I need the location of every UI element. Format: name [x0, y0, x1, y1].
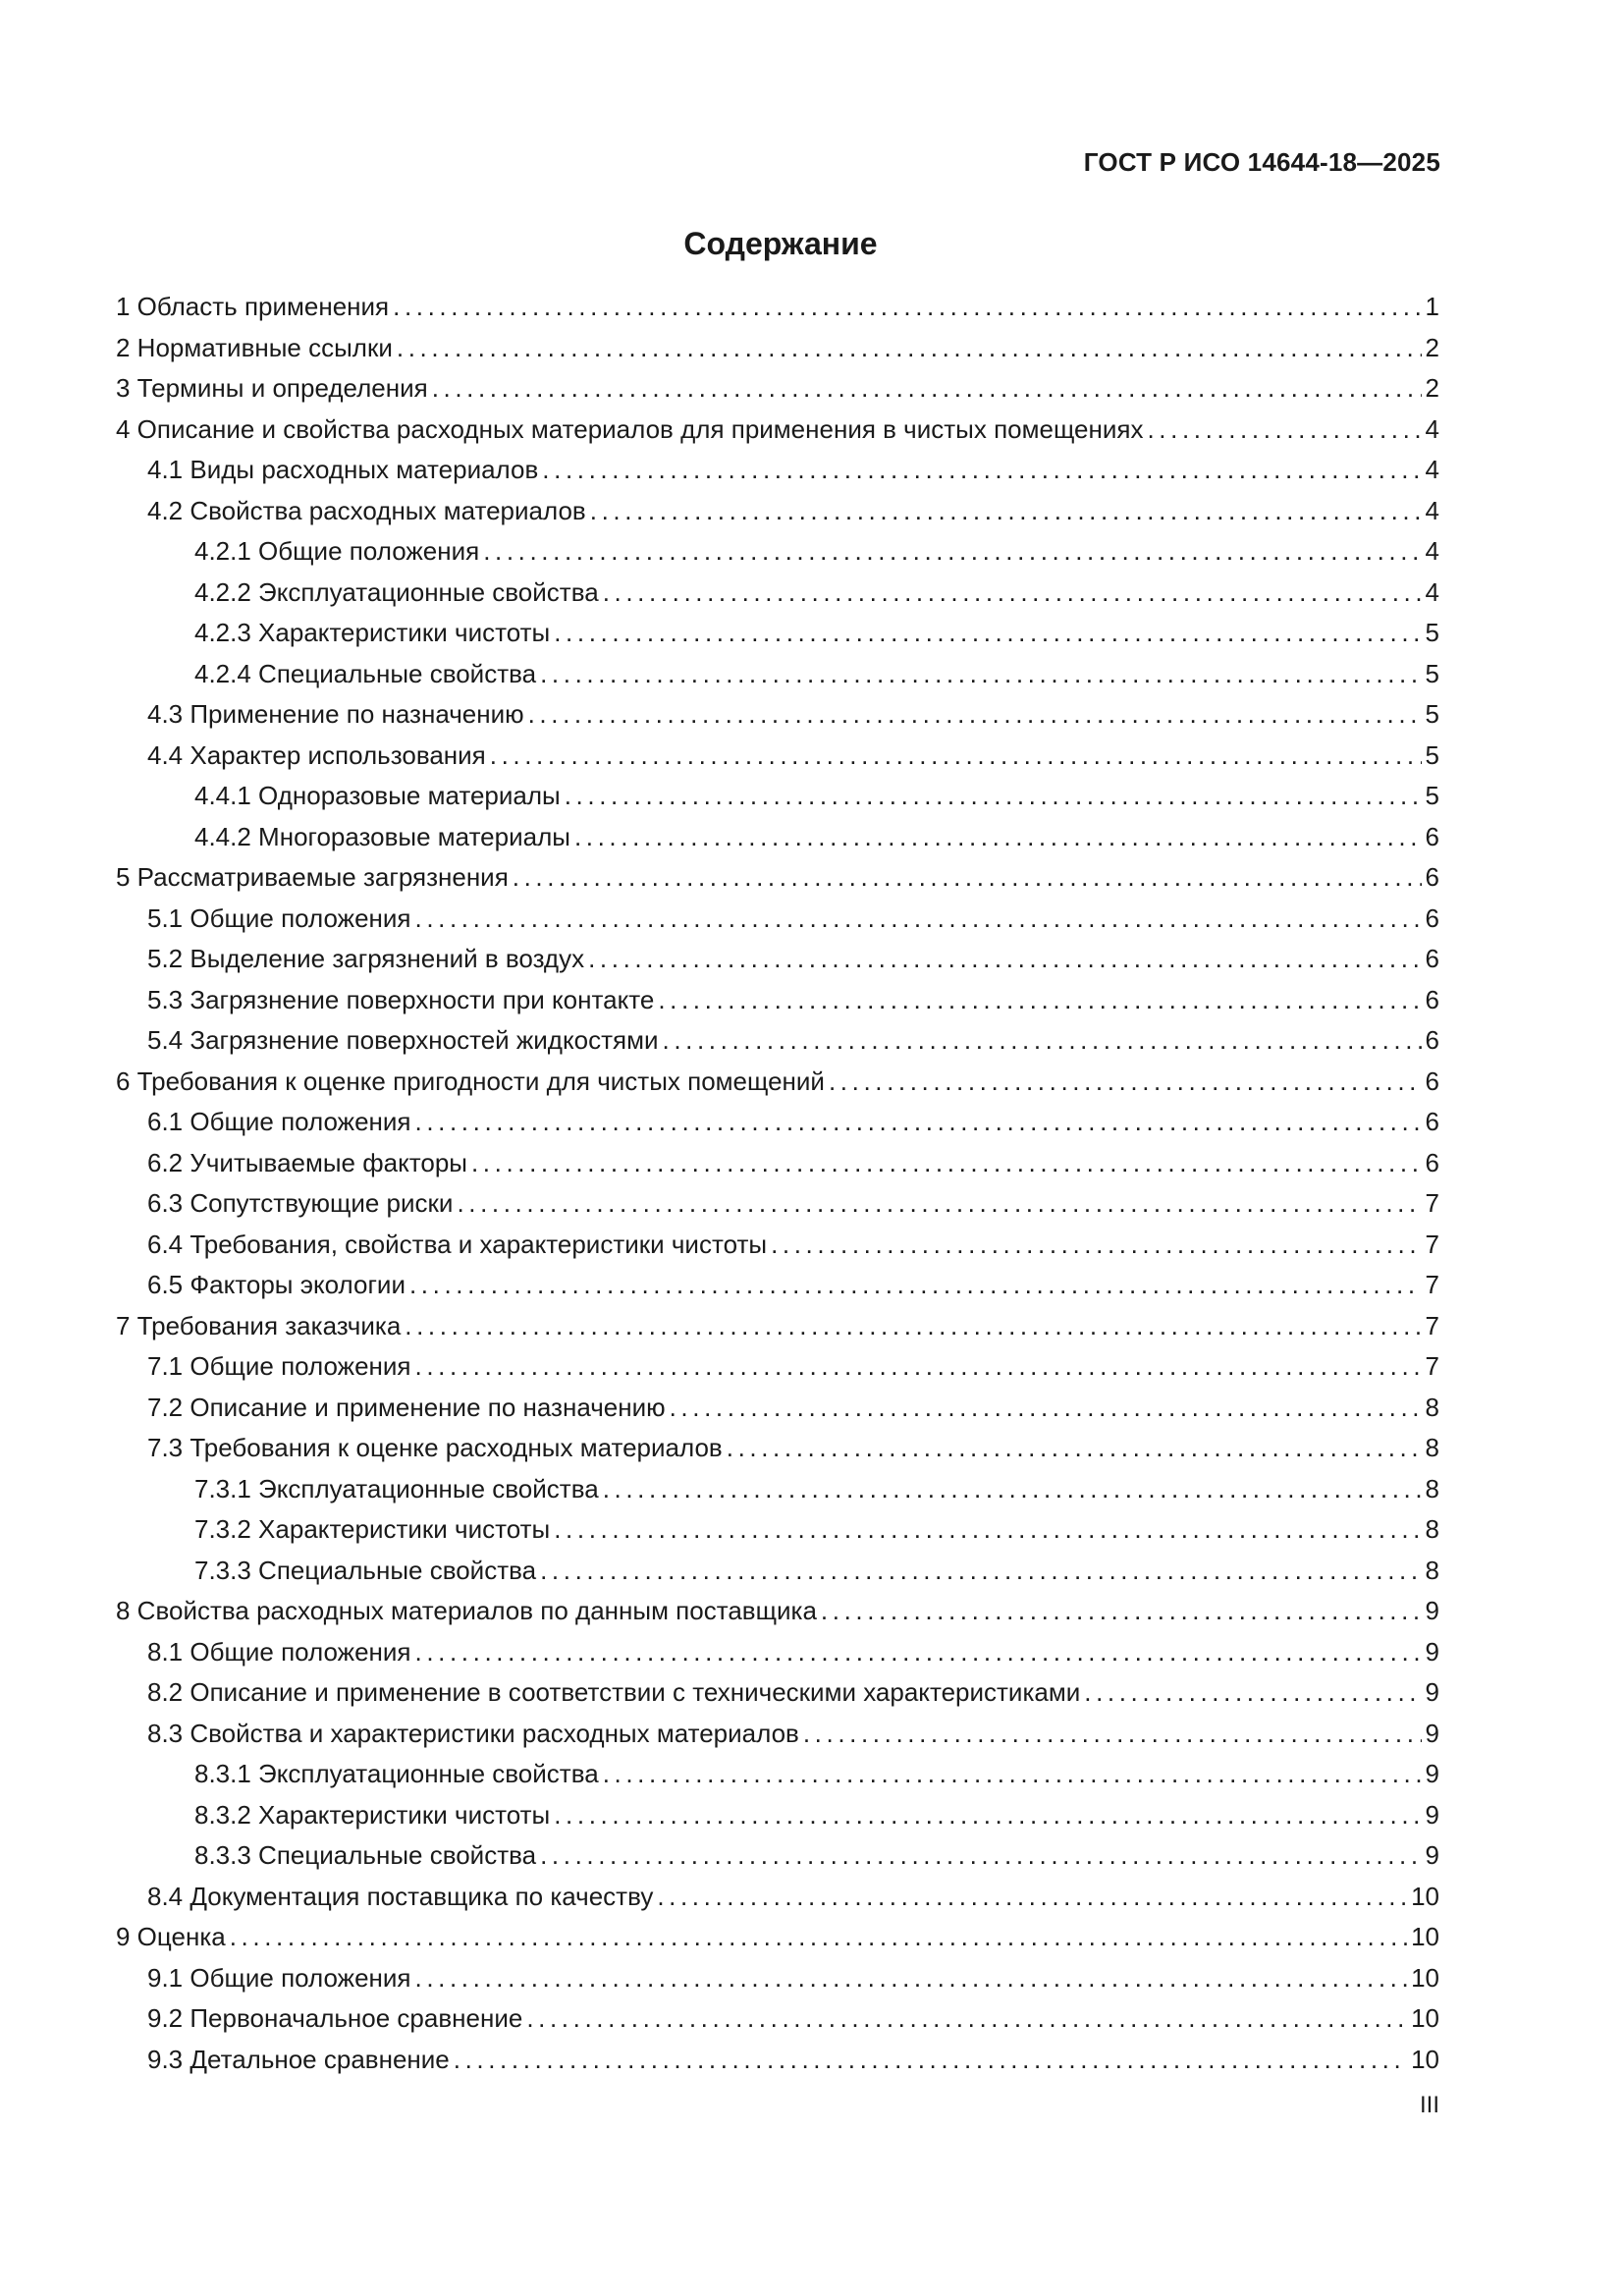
toc-entry-label: 7.3 Требования к оценке расходных материалов — [147, 1433, 723, 1462]
toc-entry-page: 4 — [1425, 413, 1439, 444]
toc-entry[interactable] — [116, 899, 1439, 940]
toc-dot-leader — [405, 1306, 1421, 1347]
toc-entry-page: 6 — [1425, 862, 1439, 892]
toc-dot-leader — [658, 980, 1421, 1021]
toc-dot-leader — [526, 1998, 1407, 2040]
standard-header: ГОСТ Р ИСО 14644-18—2025 — [1083, 147, 1440, 177]
toc-dot-leader — [457, 1183, 1421, 1225]
toc-entry[interactable] — [116, 1306, 1439, 1347]
toc-entry-label: 4.4.1 Одноразовые материалы — [194, 781, 561, 810]
toc-entry-label: 7.3.2 Характеристики чистоты — [194, 1514, 551, 1544]
toc-entry-page: 8 — [1425, 1433, 1439, 1462]
toc-entry-label: 8.3.2 Характеристики чистоты — [194, 1799, 551, 1830]
toc-entry-label: 7.2 Описание и применение по назначению — [147, 1392, 666, 1422]
toc-entry-label: 4.4.2 Многоразовые материалы — [194, 821, 570, 851]
toc-entry[interactable] — [116, 1020, 1439, 1062]
toc-dot-leader — [565, 776, 1422, 817]
toc-dot-leader — [803, 1714, 1422, 1755]
toc-entry-page: 5 — [1425, 618, 1439, 647]
toc-entry[interactable] — [116, 1958, 1439, 1999]
toc-dot-leader — [727, 1428, 1422, 1469]
toc-entry[interactable] — [116, 980, 1439, 1021]
toc-entry[interactable] — [116, 450, 1439, 491]
toc-entry[interactable] — [116, 1591, 1439, 1632]
toc-dot-leader — [603, 1469, 1422, 1510]
toc-dot-leader — [415, 1958, 1408, 1999]
toc-dot-leader — [603, 573, 1422, 614]
toc-entry-page: 4 — [1425, 536, 1439, 566]
toc-dot-leader — [603, 1754, 1422, 1795]
toc-dot-leader — [574, 817, 1422, 858]
toc-entry-page: 6 — [1425, 1107, 1439, 1136]
toc-entry-label: 4.1 Виды расходных материалов — [147, 455, 539, 484]
toc-entry-label: 4.2.4 Специальные свойства — [194, 658, 537, 688]
toc-entry-label: 9.1 Общие положения — [147, 1962, 411, 1993]
toc-entry-label: 5.4 Загрязнение поверхностей жидкостями — [147, 1025, 659, 1055]
toc-title: Содержание — [683, 226, 878, 261]
toc-entry-page: 9 — [1425, 1840, 1439, 1870]
toc-entry-label: 9.2 Первоначальное сравнение — [147, 2003, 523, 2033]
toc-entry-page: 6 — [1425, 902, 1439, 933]
toc-dot-leader — [540, 1551, 1421, 1592]
toc-entry-page: 9 — [1425, 1596, 1439, 1625]
toc-entry[interactable] — [116, 1877, 1439, 1918]
toc-entry-label: 5.3 Загрязнение поверхности при контакте — [147, 984, 655, 1014]
toc-entry-label: 8.2 Описание и применение в соответствии с техническими характеристиками — [147, 1677, 1081, 1707]
toc-entry[interactable] — [116, 1469, 1439, 1510]
toc-entry[interactable] — [116, 1265, 1439, 1306]
toc-entry[interactable] — [116, 1509, 1439, 1551]
toc-entry-page: 8 — [1425, 1473, 1439, 1503]
toc-entry-label: 6.5 Факторы экологии — [147, 1270, 406, 1299]
toc-entry-page: 10 — [1411, 1881, 1439, 1911]
toc-entry-page: 10 — [1411, 2003, 1439, 2033]
toc-entry-label: 4.4 Характер использования — [147, 739, 486, 770]
toc-entry-page: 6 — [1425, 984, 1439, 1014]
toc-entry-label: 4.2.2 Эксплуатационные свойства — [194, 576, 599, 607]
toc-entry-label: 4.2 Свойства расходных материалов — [147, 495, 586, 525]
toc-entry-label: 9 Оценка — [116, 1922, 226, 1951]
toc-dot-leader — [415, 1346, 1422, 1388]
toc-entry-page: 9 — [1425, 1759, 1439, 1788]
toc-dot-leader — [554, 1795, 1421, 1836]
toc-dot-leader — [230, 1917, 1407, 1958]
toc-entry-page: 2 — [1425, 373, 1439, 403]
toc-entry-label: 5.1 Общие положения — [147, 902, 411, 933]
toc-entry[interactable] — [116, 368, 1439, 410]
toc-entry-page: 9 — [1425, 1677, 1439, 1707]
toc-entry-page: 8 — [1425, 1555, 1439, 1585]
toc-entry-label: 3 Термины и определения — [116, 373, 428, 403]
toc-dot-leader — [471, 1143, 1422, 1184]
toc-entry-page: 8 — [1425, 1514, 1439, 1544]
toc-entry-page: 4 — [1425, 495, 1439, 525]
toc-entry[interactable] — [116, 1388, 1439, 1429]
toc-entry-page: 7 — [1425, 1270, 1439, 1299]
toc-dot-leader — [397, 328, 1422, 369]
toc-dot-leader — [454, 2040, 1407, 2081]
toc-entry[interactable] — [116, 1143, 1439, 1184]
toc-entry[interactable] — [116, 1835, 1439, 1877]
toc-entry-page: 6 — [1425, 1025, 1439, 1055]
toc-entry-label: 6.3 Сопутствующие риски — [147, 1188, 454, 1218]
toc-entry[interactable] — [116, 1183, 1439, 1225]
toc-entry-label: 8.3.1 Эксплуатационные свойства — [194, 1759, 599, 1788]
toc-entry[interactable] — [116, 654, 1439, 695]
toc-entry-label: 8.3 Свойства и характеристики расходных материалов — [147, 1718, 799, 1748]
toc-entry-page: 10 — [1411, 1922, 1439, 1951]
toc-dot-leader — [415, 1102, 1422, 1143]
toc-entry-label: 5.2 Выделение загрязнений в воздух — [147, 944, 585, 973]
toc-entry[interactable] — [116, 857, 1439, 899]
toc-entry[interactable] — [116, 613, 1439, 654]
toc-entry-label: 7.3.3 Специальные свойства — [194, 1555, 537, 1585]
toc-entry-page: 7 — [1425, 1310, 1439, 1340]
toc-dot-leader — [670, 1388, 1422, 1429]
toc-entry-page: 2 — [1425, 332, 1439, 362]
toc-dot-leader — [432, 368, 1422, 410]
toc-entry-page: 5 — [1425, 658, 1439, 688]
toc-entry[interactable] — [116, 817, 1439, 858]
toc-entry-page: 5 — [1425, 739, 1439, 770]
table-of-contents — [116, 287, 1439, 2080]
toc-dot-leader — [483, 531, 1421, 573]
toc-entry[interactable] — [116, 1672, 1439, 1714]
toc-dot-leader — [490, 736, 1422, 777]
toc-entry-page: 1 — [1425, 292, 1439, 321]
toc-dot-leader — [528, 694, 1422, 736]
toc-dot-leader — [415, 1632, 1422, 1673]
toc-dot-leader — [409, 1265, 1422, 1306]
toc-dot-leader — [554, 613, 1421, 654]
toc-entry-label: 9.3 Детальное сравнение — [147, 2044, 450, 2074]
toc-entry-label: 6 Требования к оценке пригодности для чистых помещений — [116, 1066, 825, 1096]
toc-entry[interactable] — [116, 939, 1439, 980]
toc-entry-label: 4.2.1 Общие положения — [194, 536, 480, 566]
page-number: III — [1419, 2092, 1439, 2118]
toc-entry-page: 5 — [1425, 781, 1439, 810]
toc-entry[interactable] — [116, 1428, 1439, 1469]
toc-entry-label: 7.3.1 Эксплуатационные свойства — [194, 1473, 599, 1503]
toc-entry-page: 6 — [1425, 944, 1439, 973]
toc-entry-label: 7 Требования заказчика — [116, 1310, 402, 1340]
toc-entry[interactable] — [116, 736, 1439, 777]
toc-entry[interactable] — [116, 1551, 1439, 1592]
toc-entry-page: 6 — [1425, 821, 1439, 851]
toc-entry-page: 6 — [1425, 1066, 1439, 1096]
toc-entry-label: 8 Свойства расходных материалов по данным поставщика — [116, 1596, 817, 1625]
toc-entry[interactable] — [116, 491, 1439, 532]
toc-entry[interactable] — [116, 1795, 1439, 1836]
toc-entry-page: 7 — [1425, 1351, 1439, 1381]
toc-dot-leader — [821, 1591, 1422, 1632]
toc-entry-label: 7.1 Общие положения — [147, 1351, 411, 1381]
toc-entry-page: 7 — [1425, 1188, 1439, 1218]
toc-dot-leader — [513, 857, 1422, 899]
toc-entry-page: 5 — [1425, 699, 1439, 729]
toc-dot-leader — [415, 899, 1422, 940]
toc-dot-leader — [588, 939, 1421, 980]
toc-entry-label: 6.1 Общие положения — [147, 1107, 411, 1136]
toc-dot-leader — [540, 654, 1421, 695]
toc-entry[interactable] — [116, 287, 1439, 328]
toc-dot-leader — [590, 491, 1422, 532]
toc-entry[interactable] — [116, 1346, 1439, 1388]
toc-entry-label: 4.3 Применение по назначению — [147, 699, 524, 729]
toc-entry[interactable] — [116, 328, 1439, 369]
toc-entry[interactable] — [116, 1917, 1439, 1958]
toc-entry-label: 4.2.3 Характеристики чистоты — [194, 618, 551, 647]
toc-entry-page: 7 — [1425, 1229, 1439, 1259]
toc-entry-label: 8.4 Документация поставщика по качеству — [147, 1881, 654, 1911]
toc-dot-leader — [1147, 410, 1421, 451]
toc-entry[interactable] — [116, 1714, 1439, 1755]
toc-entry[interactable] — [116, 1062, 1439, 1103]
toc-dot-leader — [663, 1020, 1422, 1062]
toc-entry[interactable] — [116, 573, 1439, 614]
toc-entry-label: 2 Нормативные ссылки — [116, 332, 393, 362]
toc-entry-page: 4 — [1425, 576, 1439, 607]
toc-dot-leader — [393, 287, 1421, 328]
toc-dot-leader — [1084, 1672, 1421, 1714]
toc-entry[interactable] — [116, 2040, 1439, 2081]
toc-entry-page: 4 — [1425, 455, 1439, 484]
toc-entry-label: 1 Область применения — [116, 292, 390, 321]
toc-entry-page: 10 — [1411, 1962, 1439, 1993]
toc-dot-leader — [657, 1877, 1407, 1918]
toc-entry-label: 8.1 Общие положения — [147, 1636, 411, 1667]
toc-entry-page: 10 — [1411, 2044, 1439, 2074]
toc-entry[interactable] — [116, 1998, 1439, 2040]
toc-entry[interactable] — [116, 1102, 1439, 1143]
toc-dot-leader — [829, 1062, 1422, 1103]
toc-entry-page: 9 — [1425, 1718, 1439, 1748]
toc-entry[interactable] — [116, 1225, 1439, 1266]
toc-entry[interactable] — [116, 1632, 1439, 1673]
toc-entry-label: 6.2 Учитываемые факторы — [147, 1147, 467, 1177]
toc-entry-page: 8 — [1425, 1392, 1439, 1422]
toc-dot-leader — [554, 1509, 1421, 1551]
toc-dot-leader — [540, 1835, 1421, 1877]
toc-entry[interactable] — [116, 410, 1439, 451]
toc-entry-page: 9 — [1425, 1799, 1439, 1830]
toc-entry[interactable] — [116, 776, 1439, 817]
toc-dot-leader — [542, 450, 1421, 491]
toc-entry-label: 5 Рассматриваемые загрязнения — [116, 862, 509, 892]
toc-entry[interactable] — [116, 531, 1439, 573]
toc-entry-label: 6.4 Требования, свойства и характеристики чистоты — [147, 1229, 768, 1259]
toc-entry[interactable] — [116, 694, 1439, 736]
toc-entry-label: 4 Описание и свойства расходных материалов для применения в чистых помещениях — [116, 413, 1144, 444]
toc-entry-label: 8.3.3 Специальные свойства — [194, 1840, 537, 1870]
toc-entry-page: 6 — [1425, 1147, 1439, 1177]
toc-entry[interactable] — [116, 1754, 1439, 1795]
toc-entry-page: 9 — [1425, 1636, 1439, 1667]
toc-dot-leader — [771, 1225, 1421, 1266]
